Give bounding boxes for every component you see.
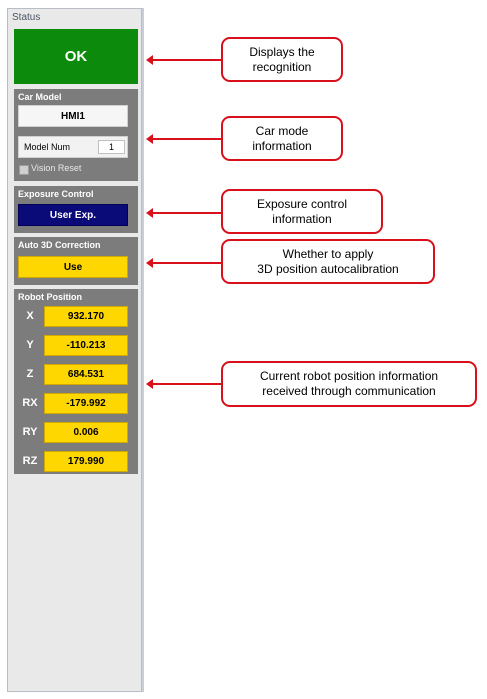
car-model-title: Car Model	[18, 92, 62, 102]
arrow-robot-position	[152, 383, 222, 385]
robot-axis-label: Y	[26, 339, 34, 351]
arrow-auto3d	[152, 262, 222, 264]
auto-3d-correction-title: Auto 3D Correction	[18, 240, 101, 250]
arrow-recognition	[152, 59, 222, 61]
callout-robot-position: Current robot position information received through communication	[221, 361, 477, 407]
robot-axis-value: 684.531	[44, 364, 128, 385]
robot-axis-label: X	[26, 310, 34, 322]
panel-title: Status	[12, 12, 41, 23]
model-num-box	[18, 136, 128, 158]
model-num-value[interactable]: 1	[98, 140, 125, 154]
arrow-exposure	[152, 212, 222, 214]
robot-position-title: Robot Position	[18, 292, 82, 302]
exposure-control-group	[14, 186, 138, 233]
model-num-label: Model Num	[24, 142, 71, 152]
robot-axis-value: 932.170	[44, 306, 128, 327]
exposure-control-title: Exposure Control	[18, 189, 94, 199]
auto-3d-correction-value[interactable]: Use	[18, 256, 128, 278]
robot-position-group	[14, 289, 138, 474]
callout-auto3d: Whether to apply 3D position autocalibration	[221, 239, 435, 284]
callout-recognition: Displays the recognition	[221, 37, 343, 82]
callout-exposure: Exposure control information	[221, 189, 383, 234]
robot-axis-label: RY	[22, 426, 38, 438]
car-model-name: HMI1	[18, 105, 128, 127]
robot-axis-value: -179.992	[44, 393, 128, 414]
exposure-value[interactable]: User Exp.	[18, 204, 128, 226]
panel-edge	[142, 8, 144, 692]
status-panel	[7, 8, 142, 692]
robot-axis-value: -110.213	[44, 335, 128, 356]
vision-reset-checkbox[interactable]	[19, 165, 29, 175]
arrow-car-mode	[152, 138, 222, 140]
robot-axis-label: Z	[26, 368, 34, 380]
recognition-status: OK	[14, 29, 138, 84]
robot-axis-label: RX	[22, 397, 38, 409]
robot-axis-value: 0.006	[44, 422, 128, 443]
vision-reset-label: Vision Reset	[31, 163, 82, 173]
robot-axis-value: 179.990	[44, 451, 128, 472]
callout-car-mode: Car mode information	[221, 116, 343, 161]
auto-3d-correction-group	[14, 237, 138, 285]
robot-axis-label: RZ	[22, 455, 38, 467]
car-model-group	[14, 89, 138, 181]
